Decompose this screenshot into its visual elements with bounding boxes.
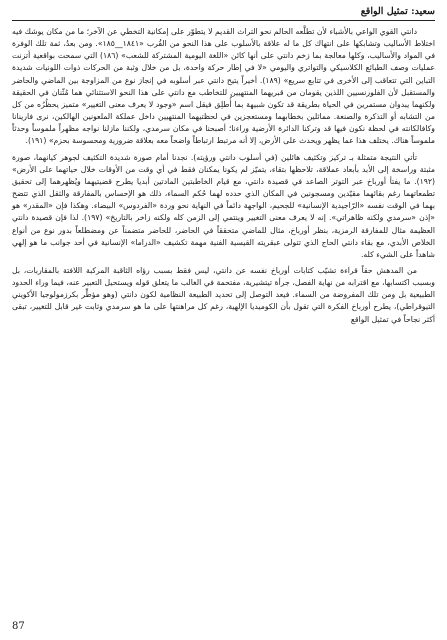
paragraph: دانتي القوي الواعي بالأشياء لأن تطلَّعه الحالم نحو التراث القديم لا يتطوّر على إمكانية التخطي عن الآخر؛ ما من مكان يوشك فيه اختلاط الأساليب وتشابكها على انتهاك كل ما له علاقة بالأسلوب على هذا النحو من القُرب «١٨٤١__١٨٥». ومن بعدُ، ثمة تلك الوفرة في المواد والأساليب، وكلها معالجة بما زخم دانتي على أنها كائن «اللغة اليومية المشتركة للشعب» (١٨٦) التي سمحت بواقعية أتزنت عمليات وصف الطبائع الكلاسيكي والتواتري واليومي «لا في إطار حركة واحدة، بل من خلال وثبة من الحركات ذوات اللونيات شديدة التباين التي تتعاقب إلى الأخرى في تتابع سريع» (١٨٩). أخيراً يتيح دانتي عبر أسلوبه في إنجاز نوع من المزاوجة بين الماضي والحاضر والمستقبل لأن الفلورنسيين اللذين يقومان من قبريهما المنتهيين للتخاطب مع دانتي على هذا النحو الاستثنائي هما مُثّنان في الحقيقة ولكنهما يبدوان مستمرين في الحياة بطريقة قد تكون شبيهة بما أُطلِق فيقل اسم «وجود لا يعرف معنى التغيير» متميز يحظُرُه من كل من التشابه أو التذكرة والصنعة. مماثلين بخطابهما ومستعجزين في لحظتيهما المنتهيين داخل عملكة الملعونين الهالكين، نرى فارينانا وكافالكانته في لحظة نكون فيها قد وتركنا الدائرة الأرضية وراءنا؛ أصبحنا في مكان سرمدي، ولكننا مازلنا نواجه مظهراً ملموساً وحدثاً ملموساً هناك. يختلف هذا عما يظهر ويحدث على الأرض، إلا أنه مرتبط ارتباطاً واضحاً معه بعلاقة ضرورية ومحسوسة بحزم» (١٩١). [12, 27, 436, 146]
body-text [12, 26, 435, 326]
paragraph: من المدهش حقاً قراءة تشيّب كتابات أورباخ نفسه عن دانتي، ليس فقط بسبب رؤاه الثاقبة المركبة اللافتة بالمقاربات، بل وبسبب اكتسابها، مع اقترابه من نهاية الفصل، جرأة تيتشيرية، مفتحمة في الغالب ما يتعلق قوله ويستحيل التعبير عنه، فيما وراء الحدود الطبيعية بل ومن تلك المفروضة من السماء. فيعد التوصل إلى تحديد الطبيعة النظامية لكون دانتي (وهو مؤطِّر بكرزمولوجيا الأكويني التيوقراطي)، يطرح أورباخ الفكرة التي تقول بأن الكوميديا الإلهية، رغم كل مراهنتها على ما هو سرمدي وثابت غير قابل للتغيير، تبقى أكثر نجاحاً في تمثيل الواقع [12, 265, 435, 324]
running-header [12, 6, 435, 21]
page-number: 87 [12, 621, 25, 632]
paragraph: تأتي النتيجة متمثلة بـ تركيز وتكثيف هائلين (في أسلوب دانتي ورؤيته). نجدنا أمام صورة شديدة التكثيف لجوهر كيانهما، صورة مثبتة وراسخة إلى الأبد بأبعاد عملاقة، تلاحظها بتقاء، يتميّز لم يكونا يمكنان فقط في أي وقت من الأوقات خلال حياتهما على الأرض» (١٩٢). ما يفتأ أورباخ عبر التوتر الصاعد في قصيدة دانتي، مع قيام الخاطبتين المادتين أبديا يطرح قضيتيهما ويُظهرهما إلى تحقيق تطمعاتهما رغم بقائهما مقيّدين ومسجونين في المكان الذي حدده لهما حُكم السماء، ذلك هو الإحساس بالمفارقة والثقل الذي تتضح بهما في الوقت نفسه «الرّاجيدية الإنسانية» للجحيم، الواجهة دائماً في النهاية نحو وردة «الفردوس» البيضاء. وهكذا فإن «المقدر» هو «إذن «سرمدي ولكنه ظاهراتي». إنه لا يعرف معنى التغيير وينتمي إلى الزمن كله ولكنه زاخر بالتاريخ» (١٩٧). لذا فإن قصيدة دانتي العظيمة مثال للمفارقة الرمزية، بنظر أورباخ، مثال للماضي متحققاً في الحاضر، للحاضر متضمناً عن ومضطلعاً بدور نوع من أنواع الخلاص الأبدي، مع بقاء دانتي الحاج الذي تتولى عبقريته القيسية الفنية مهمة تكشيف «الدراما» الإنسانية في أحد جوانب ما هو إلهي شاهداً على الشيء كله. [12, 152, 435, 259]
running-header-title: سعيد: تمثيل الواقع [360, 6, 435, 17]
